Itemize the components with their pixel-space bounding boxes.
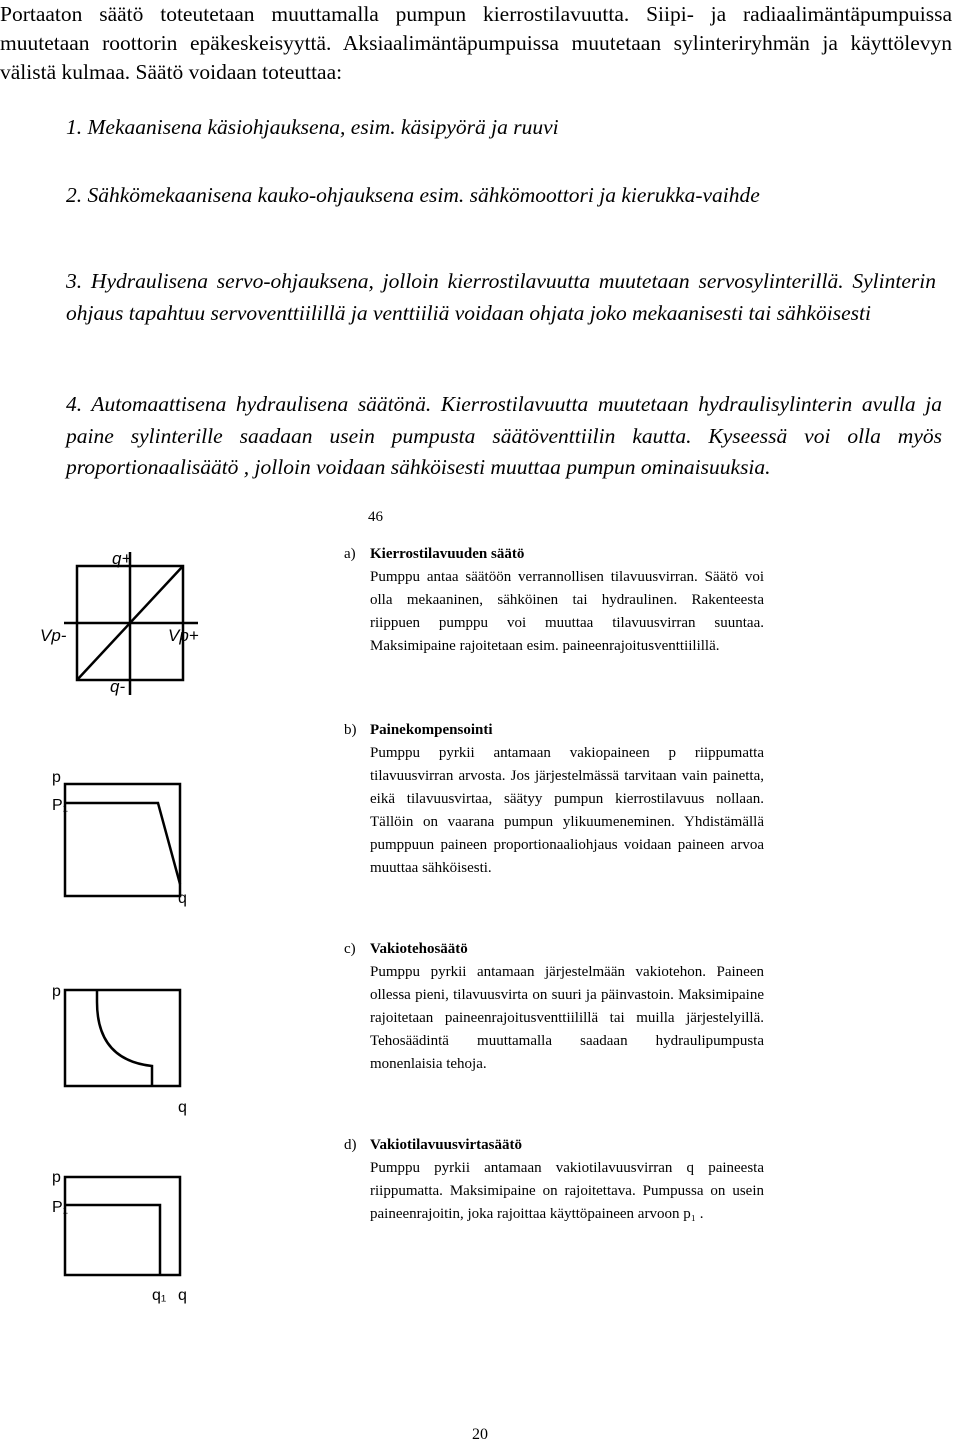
label-a-qplus: q+ xyxy=(112,549,132,568)
label-a-vpminus: Vp- xyxy=(40,626,67,645)
inner-page-number: 46 xyxy=(368,509,383,525)
label-b-q: q xyxy=(178,890,187,907)
panel-d-label: d) xyxy=(344,1137,357,1153)
label-c-p: p xyxy=(52,983,61,1000)
diagram-b-frame xyxy=(65,784,180,896)
diagram-c-frame xyxy=(65,990,180,1086)
label-d-q1: q₁ xyxy=(152,1287,167,1304)
panel-b-text: Pumppu pyrkii antamaan vakiopaineen p riippumatta tilavuusvirran arvosta. Jos järjestelmässä tarvitaan vain painetta, eikä tilavuusvirtaa, säätyy pumpun kierrostilavuus nollaan. Tällöin on vaarana pumpun ylikuumeneminen. Yhdistämällä pumppuun paineen proportionaaliohjaus voidaan paineen arvoa muuttaa sähköisesti. xyxy=(370,745,764,876)
label-c-q: q xyxy=(178,1099,187,1116)
panel-d-text: Pumppu pyrkii antamaan vakiotilavuusvirran q paineesta riippumatta. Maksimipaine on rajoitettava. Pumpussa on usein paineenrajoitin, joka rajoittaa käyttöpaineen arvoon p₁ . xyxy=(370,1160,764,1222)
panel-b-title: Painekompensointi xyxy=(370,722,493,738)
diagram-b-curve xyxy=(65,803,180,884)
label-d-p1: P₁ xyxy=(52,1199,69,1216)
panel-a-label: a) xyxy=(344,546,356,562)
intro-paragraph: Portaaton säätö toteutetaan muuttamalla pumpun kierrostilavuutta. Siipi- ja radiaalimäntäpumpuissa muutetaan roottorin epäkeskeisyyttä. Aksiaalimäntäpumpuissa muutetaan sylinteriryhmän ja käyttölevyn välistä kulmaa. Säätö voidaan toteuttaa: xyxy=(0,2,952,84)
panel-a-text: Pumppu antaa säätöön verrannollisen tilavuusvirran. Säätö voi olla mekaaninen, sähköinen tai hydraulinen. Rakenteesta riippuen pumppu voi muuttaa tilavuusvirran suuntaa. Maksimipaine rajoitetaan esim. paineenrajoitusventtiilillä. xyxy=(370,569,764,654)
label-d-q: q xyxy=(178,1287,187,1304)
label-a-vpplus: Vp+ xyxy=(168,626,199,645)
list-item-4: 4. Automaattisena hydraulisena säätönä. Kierrostilavuutta muutetaan hydraulisylinterin avulla ja paine sylinterille saadaan usein pumpusta säätöventtiilin kautta. Kyseessä voi olla myös proportionaalisäätö , jolloin voidaan sähköisesti muuttaa pumpun ominaisuuksia. xyxy=(66,392,942,479)
list-item-3: 3. Hydraulisena servo-ohjauksena, jolloin kierrostilavuutta muutetaan servosylinterillä. Sylinterin ohjaus tapahtuu servoventtiilillä ja venttiiliä voidaan ohjata joko mekaanisesti tai sähköisesti xyxy=(66,269,936,325)
label-b-p1: P₁ xyxy=(52,797,69,814)
page-number: 20 xyxy=(472,1426,488,1443)
panel-b-label: b) xyxy=(344,722,357,738)
panel-c-label: c) xyxy=(344,941,356,957)
panel-a-title: Kierrostilavuuden säätö xyxy=(370,546,525,562)
panel-d-title: Vakiotilavuusvirtasäätö xyxy=(370,1137,522,1153)
diagram-d-curve xyxy=(65,1205,160,1275)
label-d-p: p xyxy=(52,1169,61,1186)
list-item-2: 2. Sähkömekaanisena kauko-ohjauksena esim. sähkömoottori ja kierukka-vaihde xyxy=(66,183,760,207)
panel-c-title: Vakiotehosäätö xyxy=(370,941,468,957)
diagram-c-curve xyxy=(97,1002,152,1086)
label-b-p: p xyxy=(52,769,61,786)
diagram-d-frame xyxy=(65,1177,180,1275)
list-item-1: 1. Mekaanisena käsiohjauksena, esim. käsipyörä ja ruuvi xyxy=(66,115,559,139)
panel-c-text: Pumppu pyrkii antamaan järjestelmään vakiotehon. Paineen ollessa pieni, tilavuusvirta on suuri ja päinvastoin. Maksimipaine rajoitetaan paineenrajoitusventtiilillä tai muilla järjestelyillä. Tehosäädintä muuttamalla saadaan hydraulipumpusta monenlaisia tehoja. xyxy=(370,964,764,1072)
label-a-qminus: q- xyxy=(110,677,126,696)
